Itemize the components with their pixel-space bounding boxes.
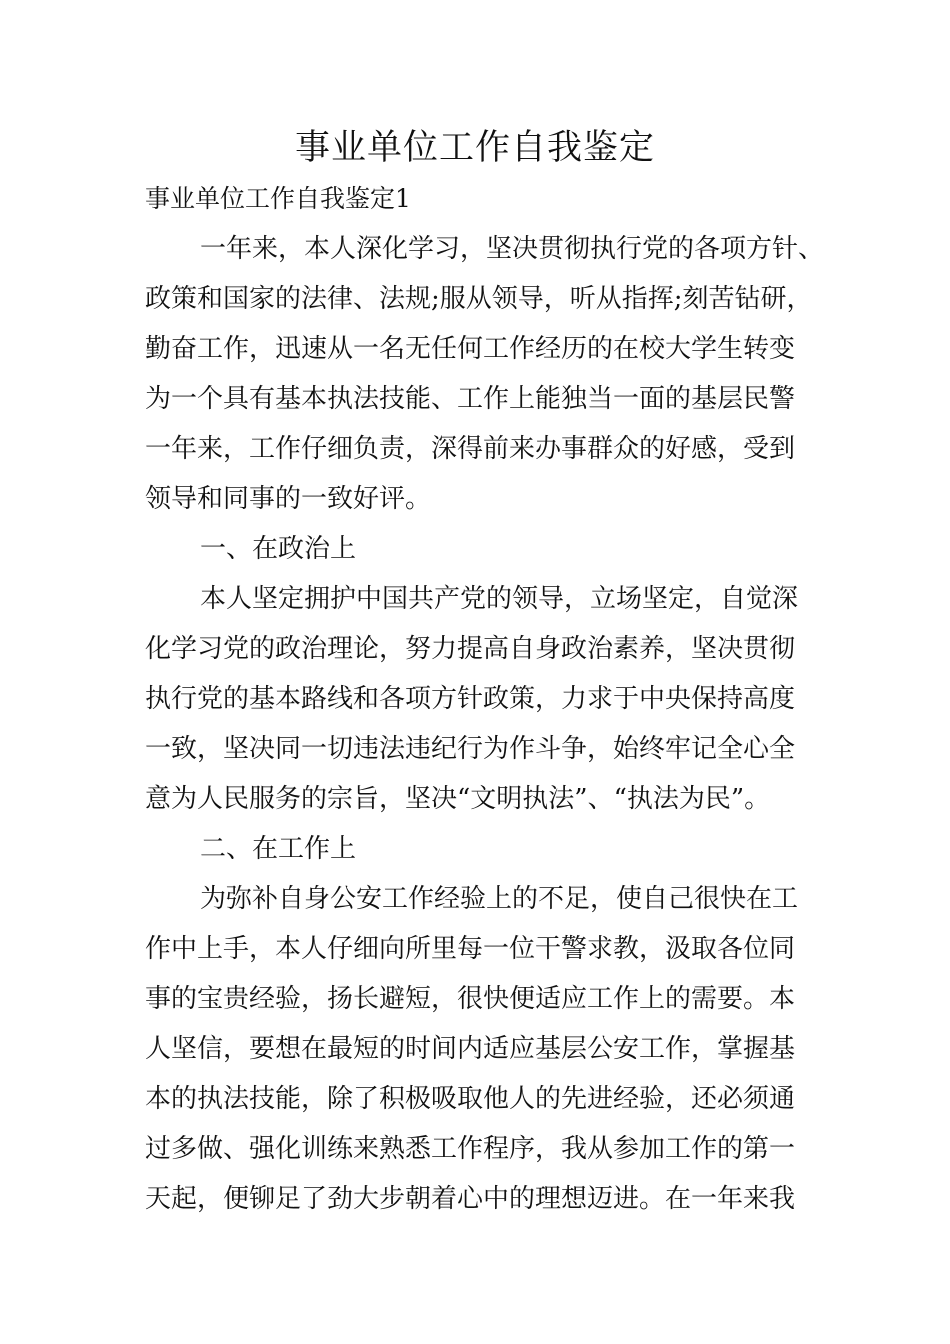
text-line: 执行党的基本路线和各项方针政策，力求于中央保持高度 bbox=[145, 684, 796, 714]
text-line: 一致，坚决同一切违法违纪行为作斗争，始终牢记全心全 bbox=[145, 734, 796, 764]
text-line: 意为人民服务的宗旨，坚决“文明执法”、“执法为民”。 bbox=[145, 784, 771, 814]
text-line: 一、在政治上 bbox=[200, 534, 357, 564]
text-line: 领导和同事的一致好评。 bbox=[145, 484, 432, 514]
document-subtitle: 事业单位工作自我鉴定1 bbox=[145, 184, 411, 213]
text-line: 政策和国家的法律、法规;服从领导，听从指挥;刻苦钻研， bbox=[145, 284, 813, 314]
text-line: 一年来，工作仔细负责，深得前来办事群众的好感，受到 bbox=[145, 434, 796, 464]
document-body bbox=[145, 224, 825, 1224]
text-line: 本的执法技能，除了积极吸取他人的先进经验，还必须通 bbox=[145, 1084, 796, 1114]
text-line: 为一个具有基本执法技能、工作上能独当一面的基层民警 bbox=[145, 384, 796, 414]
text-line: 为弥补自身公安工作经验上的不足，使自己很快在工 bbox=[200, 884, 799, 914]
text-line: 过多做、强化训练来熟悉工作程序，我从参加工作的第一 bbox=[145, 1134, 796, 1164]
text-line: 天起，便铆足了劲大步朝着心中的理想迈进。在一年来我 bbox=[145, 1184, 796, 1214]
document-title: 事业单位工作自我鉴定 bbox=[294, 128, 655, 168]
text-line: 事的宝贵经验，扬长避短，很快便适应工作上的需要。本 bbox=[145, 984, 796, 1014]
text-line: 一年来，本人深化学习，坚决贯彻执行党的各项方针、 bbox=[200, 234, 825, 264]
text-line: 人坚信，要想在最短的时间内适应基层公安工作，掌握基 bbox=[145, 1034, 796, 1064]
text-line: 二、在工作上 bbox=[200, 834, 357, 864]
text-line: 作中上手，本人仔细向所里每一位干警求教，汲取各位同 bbox=[145, 934, 796, 964]
text-line: 勤奋工作，迅速从一名无任何工作经历的在校大学生转变 bbox=[145, 334, 796, 364]
text-line: 本人坚定拥护中国共产党的领导，立场坚定，自觉深 bbox=[200, 584, 799, 614]
text-line: 化学习党的政治理论，努力提高自身政治素养，坚决贯彻 bbox=[145, 634, 796, 664]
